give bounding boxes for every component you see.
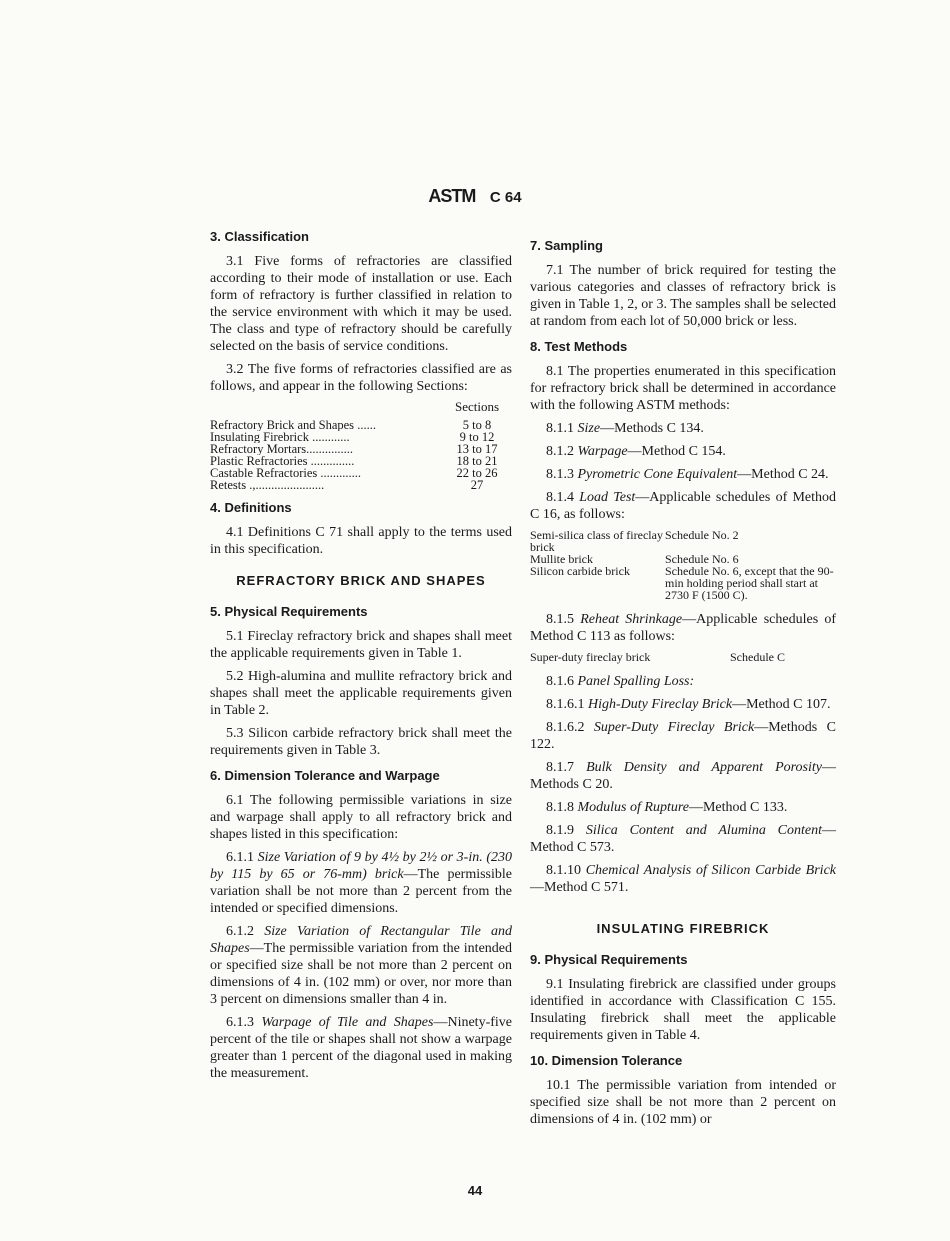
item-number: 8.1.5 [546,612,581,627]
section-9-title: 9. Physical Requirements [530,952,688,967]
toc-row [210,467,512,479]
section-5-title: 5. Physical Requirements [210,604,368,619]
toc-dots: ............. [317,467,361,479]
item-text: —Applicable schedules of Method C 113 as follows: [530,612,837,644]
insulating-firebrick-heading: INSULATING FIREBRICK [596,921,770,936]
item-italic: Silica Content and Alumina Content [585,823,823,838]
para-3-2: 3.2 The five forms of refractories classified are as follows, and appear in the following Sections: [210,362,512,394]
toc-label: Plastic Refractories [210,455,308,467]
item-text: —Methods C 122. [530,720,836,752]
item-number: 8.1.7 [546,760,587,775]
toc-header: Sections [454,399,500,414]
item-number: 8.1.2 [546,444,578,459]
item-text: —Methods C 20. [530,760,836,792]
item-number: 8.1.4 [546,490,580,505]
refractory-brick-heading: REFRACTORY BRICK AND SHAPES [236,573,486,588]
schedule-value: Schedule No. 2 [665,528,739,542]
item-number: 8.1.6.1 [546,697,588,712]
item-text: —Method C 24. [737,467,829,482]
item-text: —Method C 571. [530,880,629,895]
para-italic: Warpage of Tile and Shapes [261,1015,434,1030]
para-8-1: 8.1 The properties enumerated in this specification for refractory brick shall be determined in accordance with the following ASTM methods: [530,364,836,413]
para-6-1-3 [210,1014,512,1082]
item-number: 8.1.6.2 [546,720,594,735]
item-italic: Load Test [579,490,636,505]
item-number: 8.1.1 [546,421,578,436]
para-6-1-2 [210,923,512,1008]
item-8-1-7 [530,759,836,793]
para-9-1: 9.1 Insulating firebrick are classified under groups identified in accordance with Classification C 155. Insulating firebrick shall meet the applicable requirements given in Table 4. [530,977,836,1043]
item-italic: Super-Duty Fireclay Brick [593,720,755,735]
item-number: 8.1.9 [546,823,586,838]
para-number: 6.1.3 [226,1015,262,1030]
toc-label: Castable Refractories [210,467,318,479]
item-italic: Chemical Analysis of Silicon Carbide Brick [585,863,837,878]
toc-dots: ............... [306,443,354,455]
para-6-1: 6.1 The following permissible variations in size and warpage shall apply to all refractory brick and shapes listed in this specification: [210,793,512,842]
item-8-1-6-2 [530,719,836,753]
schedule-value: Schedule No. 6 [665,552,739,566]
item-italic: High-Duty Fireclay Brick [588,697,733,712]
item-8-1-9 [530,822,836,856]
astm-logo: ASTM [428,186,476,206]
designation: C 64 [489,189,522,206]
page-header [0,186,950,207]
item-8-1-8 [530,799,836,816]
para-4-1: 4.1 Definitions C 71 shall apply to the terms used in this specification. [210,525,512,557]
right-column [530,229,836,1134]
item-italic: Pyrometric Cone Equivalent [577,467,738,482]
item-8-1-6-1 [530,696,836,713]
section-8-title: 8. Test Methods [530,339,628,354]
schedule-value: Schedule No. 6, except that the 90-min holding period shall start at 2730 F (1500 C). [665,564,834,602]
page-number: 44 [467,1183,483,1198]
item-text: —Methods C 134. [600,421,704,436]
sections-table [210,401,512,491]
toc-dots: ............ [308,431,350,443]
item-number: 8.1.3 [546,467,578,482]
schedule-row [530,565,836,601]
item-italic: Size [577,421,601,436]
para-number: 6.1.1 [226,850,258,865]
schedule-class: Mullite brick [530,552,593,566]
load-test-schedule-table [530,529,836,601]
schedule-row [530,651,836,663]
toc-range: 9 to 12 [459,430,495,444]
para-7-1: 7.1 The number of brick required for testing the various categories and classes of refractory brick is given in Table 1, 2, or 3. The samples shall be selected at random from each lot of 50,000 brick or less. [530,263,836,329]
para-text: —The permissible variation from the intended or specified size shall be not more than 2 percent on dimensions of 4 in. (102 mm) or over, nor more than 3 percent on dimensions smaller than 4 in. [210,941,512,1007]
toc-range: 22 to 26 [456,466,498,480]
schedule-class: Super-duty fireclay brick [530,650,651,664]
toc-row [210,479,512,491]
item-text: —Method C 154. [627,444,726,459]
para-italic: Size Variation of 9 by 4½ by 2½ or 3-in. (230 by 115 by 65 or 76-mm) brick [210,850,512,882]
toc-range: 27 [470,478,484,492]
item-number: 8.1.10 [546,863,586,878]
item-8-1-6 [530,673,836,690]
toc-label: Retests [210,479,247,491]
item-text: —Method C 107. [732,697,831,712]
item-8-1-3 [530,466,836,483]
item-italic: Warpage [577,444,628,459]
reheat-schedule-table [530,651,836,663]
item-8-1-4 [530,489,836,523]
schedule-value: Schedule C [730,650,785,664]
item-italic: Panel Spalling Loss: [577,674,695,689]
section-4-title: 4. Definitions [210,500,292,515]
para-6-1-1 [210,849,512,917]
toc-range: 18 to 21 [456,454,498,468]
para-italic: Size Variation of Rectangular Tile and Shapes [210,924,512,956]
para-5-2: 5.2 High-alumina and mullite refractory brick and shapes shall meet the applicable requirements given in Table 2. [210,669,512,718]
item-8-1-5 [530,611,836,645]
para-10-1: 10.1 The permissible variation from intended or specified size shall be not more than 2 percent on dimensions of 4 in. (102 mm) or [530,1078,836,1127]
section-7-title: 7. Sampling [530,238,603,253]
para-5-3: 5.3 Silicon carbide refractory brick shall meet the requirements given in Table 3. [210,726,512,758]
schedule-class: Silicon carbide brick [530,564,630,578]
schedule-row [530,529,836,553]
para-3-1: 3.1 Five forms of refractories are classified according to their mode of installation or use. Each form of refractory is further classified in relation to the service environment with which it may be used. The class and type of refractory should be carefully selected on the basis of service conditions. [210,254,512,354]
item-8-1-10 [530,862,836,896]
item-italic: Modulus of Rupture [577,800,689,815]
para-text: —The permissible variation shall be not more than 2 percent from the intended or specified dimensions. [210,867,512,916]
item-text: —Method C 133. [688,800,788,815]
toc-label: Refractory Brick and Shapes [210,419,355,431]
section-10-title: 10. Dimension Tolerance [530,1053,683,1068]
section-6-title: 6. Dimension Tolerance and Warpage [210,768,440,783]
item-text: —Applicable schedules of Method C 16, as follows: [530,490,836,522]
schedule-class: Semi-silica class of fireclay brick [530,528,663,554]
item-number: 8.1.8 [546,800,578,815]
toc-dots: .,...................... [246,479,325,491]
toc-label: Refractory Mortars [210,443,307,455]
toc-range: 13 to 17 [456,442,498,456]
item-8-1-2 [530,443,836,460]
para-5-1: 5.1 Fireclay refractory brick and shapes shall meet the applicable requirements given in Table 1. [210,629,512,661]
toc-dots: ...... [354,419,376,431]
item-italic: Bulk Density and Apparent Porosity [586,760,822,775]
item-8-1-1 [530,420,836,437]
toc-dots: .............. [307,455,355,467]
left-column [210,220,512,1088]
item-number: 8.1.6 [546,674,578,689]
para-number: 6.1.2 [226,924,265,939]
section-3-title: 3. Classification [210,229,309,244]
item-text: —Method C 573. [530,823,837,855]
item-italic: Reheat Shrinkage [580,612,683,627]
para-text: —Ninety-five percent of the tile or shapes shall not show a warpage greater than 1 percent of the diagonal used in making the measurement. [210,1015,512,1081]
toc-range: 5 to 8 [462,418,492,432]
toc-label: Insulating Firebrick [210,431,309,443]
